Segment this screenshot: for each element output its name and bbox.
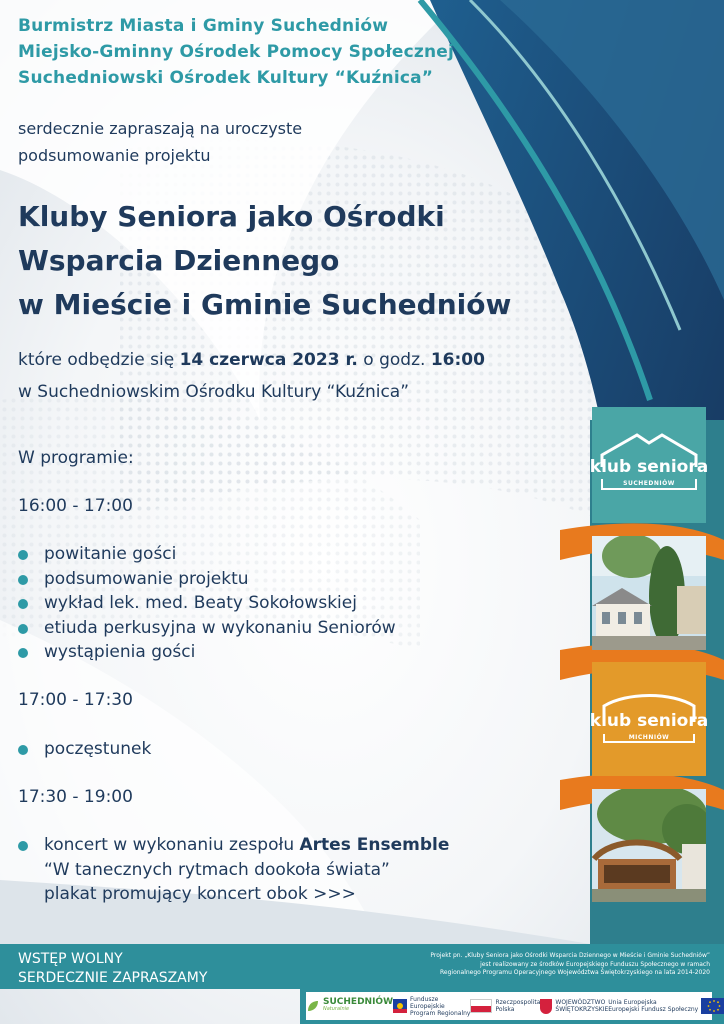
list-item: wystąpienia gości — [18, 640, 396, 665]
fundusze-europejskie-logo: Fundusze Europejskie Program Regionalny — [393, 996, 470, 1017]
event-date-line — [18, 344, 485, 376]
partner-logos — [306, 992, 712, 1020]
event-date: 14 czerwca 2023 r. — [179, 350, 358, 370]
program-list-3 — [18, 833, 449, 907]
leaf-icon — [306, 999, 320, 1013]
concert-poster-note: plakat promujący koncert obok >>> — [44, 884, 356, 904]
list-item: wykład lek. med. Beaty Sokołowskiej — [18, 591, 396, 616]
intro-line-1: serdecznie zapraszają na uroczyste — [18, 119, 303, 138]
photo-manor-house — [592, 536, 706, 650]
title-line-2: Wsparcia Dziennego — [18, 244, 340, 277]
organizer-line-3: Suchedniowski Ośrodek Kultury “Kuźnica” — [18, 68, 434, 88]
bullet-icon — [18, 624, 28, 634]
list-item: etiuda perkusyjna w wykonaniu Seniorów — [18, 616, 396, 641]
concert-item: koncert w wykonaniu zespołu Artes Ensemble — [18, 833, 449, 858]
funding-line-3: Regionalnego Programu Operacyjnego Województwa Świętokrzyskiego na lata 2014-2020 — [440, 969, 710, 976]
footer — [0, 944, 724, 1024]
event-time: 16:00 — [430, 350, 485, 370]
event-place: w Suchedniowskim Ośrodku Kultury “Kuźnica” — [18, 382, 410, 402]
partner-logo-strip — [300, 989, 724, 1024]
club-logo-michniow — [589, 662, 709, 776]
list-item: powitanie gości — [18, 542, 396, 567]
eu-flag-icon — [701, 998, 724, 1014]
program-time-1: 16:00 - 17:00 — [18, 496, 133, 516]
free-entry: WSTĘP WOLNY — [18, 951, 123, 967]
event-details — [18, 344, 485, 408]
organizer-line-2: Miejsko-Gminny Ośrodek Pomocy Społecznej — [18, 42, 455, 62]
bullet-icon — [18, 550, 28, 560]
crest-icon — [540, 999, 552, 1014]
bullet-icon — [18, 575, 28, 585]
intro-line-2: podsumowanie projektu — [18, 146, 211, 165]
invitation-intro — [18, 115, 302, 169]
bullet-icon — [18, 648, 28, 658]
bullet-icon — [18, 841, 28, 851]
funding-note — [430, 952, 710, 978]
welcome-text: SERDECZNIE ZAPRASZAMY — [18, 970, 208, 986]
bullet-icon — [18, 745, 28, 755]
photo-pavilion — [592, 789, 706, 902]
rzeczpospolita-polska-logo: Rzeczpospolita Polska — [470, 999, 540, 1013]
list-item: poczęstunek — [18, 737, 151, 762]
list-item: podsumowanie projektu — [18, 567, 396, 592]
organizer-line-1: Burmistrz Miasta i Gminy Suchedniów — [18, 16, 389, 36]
funding-line-1: Projekt pn. „Kluby Seniora jako Ośrodki Wsparcia Dziennego w Mieście i Gminie Suchedniów” — [430, 952, 710, 959]
club-logo-place: MICHNIÓW — [628, 734, 670, 741]
program-label: W programie: — [18, 448, 134, 468]
program-time-2: 17:00 - 17:30 — [18, 690, 133, 710]
club-logo-name: klub seniora — [589, 711, 709, 731]
band-name: Artes Ensemble — [299, 835, 450, 855]
title-line-1: Kluby Seniora jako Ośrodki — [18, 200, 445, 233]
title-line-3: w Mieście i Gminie Suchedniów — [18, 288, 512, 321]
fe-star-icon — [393, 999, 407, 1013]
program-list-2 — [18, 737, 151, 762]
time-prefix: o godz. — [363, 350, 426, 370]
program-list-1 — [18, 542, 396, 665]
funding-line-2: jest realizowany ze środków Europejskiego Funduszu Społecznego w ramach — [480, 960, 710, 968]
concert-subtitle: “W tanecznych rytmach dookoła świata” — [44, 859, 390, 880]
eu-logo: Unia Europejska Europejski Fundusz Społeczny — [608, 998, 724, 1014]
date-prefix: które odbędzie się — [18, 350, 175, 370]
club-logo-suchedniow — [589, 407, 709, 523]
club-logo-place: SUCHEDNIÓW — [623, 480, 675, 487]
suchedniow-logo: SUCHEDNIÓW Naturalnie — [306, 999, 393, 1013]
program-time-3: 17:30 - 19:00 — [18, 787, 133, 807]
footer-bar — [0, 944, 724, 989]
entry-info — [18, 950, 207, 988]
swietokrzyskie-logo: WOJEWÓDZTWO ŚWIĘTOKRZYSKIE — [540, 999, 608, 1014]
polish-flag-icon — [470, 999, 492, 1013]
club-logo-name: klub seniora — [589, 457, 709, 477]
project-title — [18, 195, 511, 327]
bullet-icon — [18, 599, 28, 609]
